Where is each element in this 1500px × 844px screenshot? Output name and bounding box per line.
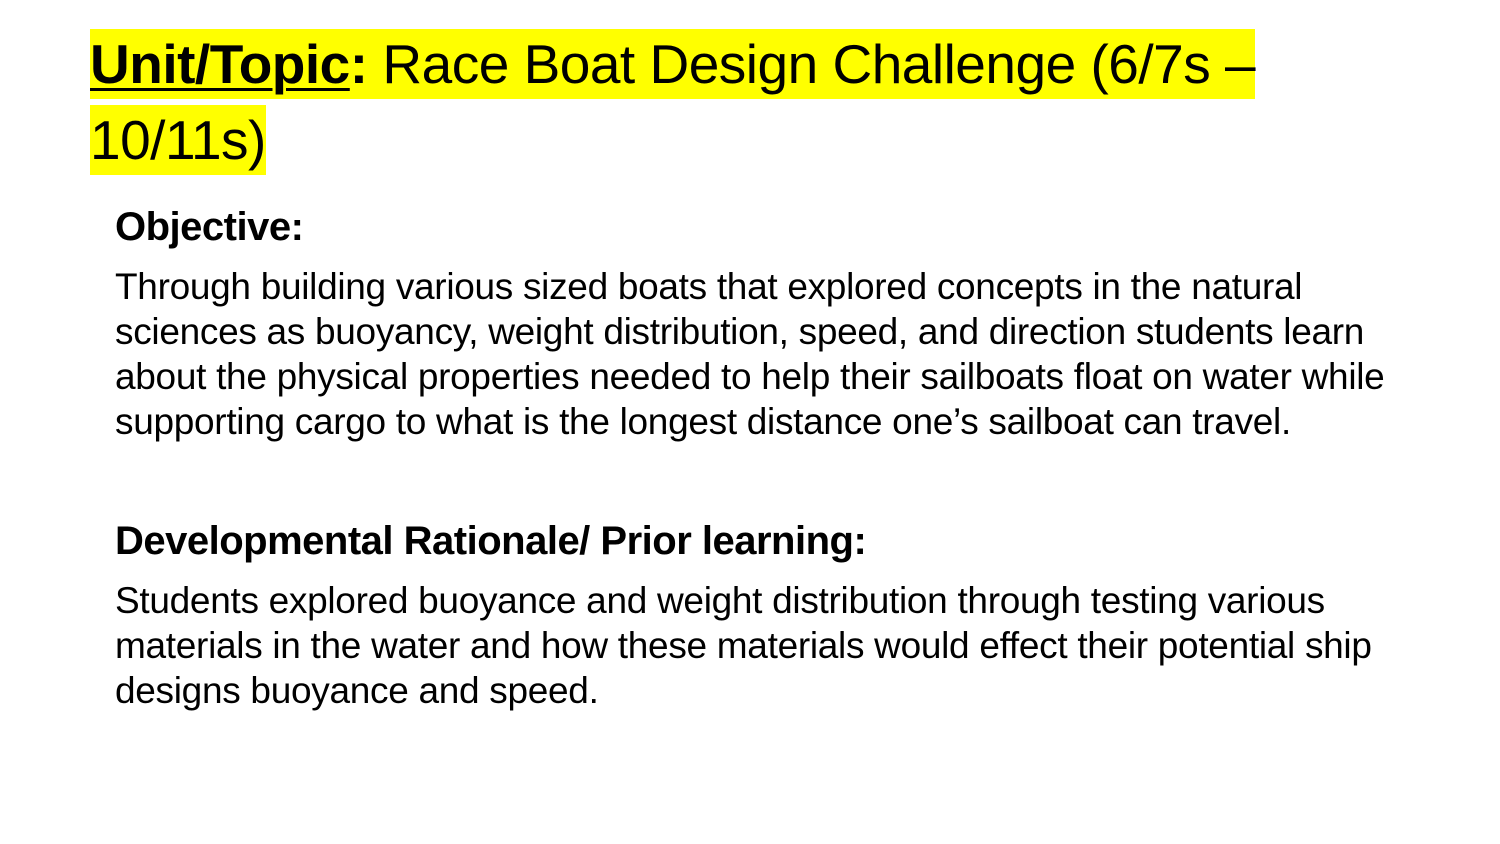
rationale-heading: Developmental Rationale/ Prior learning: — [115, 519, 867, 563]
title-text: Race Boat Design Challenge (6/7s – 10/11s) — [90, 33, 1256, 171]
rationale-body: Students explored buoyance and weight distribution through testing various materials in the water and how these materials would effect their potential ship designs buoyance and speed. — [115, 580, 1372, 711]
slide-content — [115, 196, 1415, 713]
title-highlight — [90, 29, 1255, 175]
objective-heading: Objective: — [115, 205, 304, 249]
title-label: Unit/Topic — [90, 33, 350, 95]
slide-title — [90, 26, 1430, 178]
title-colon: : — [349, 33, 368, 95]
objective-body: Through building various sized boats that explored concepts in the natural sciences as buoyancy, weight distribution, speed, and direction students learn about the physical properties needed to help their sailboats float on water while supporting cargo to what is the longest distance one’s sailboat can travel. — [115, 266, 1385, 442]
